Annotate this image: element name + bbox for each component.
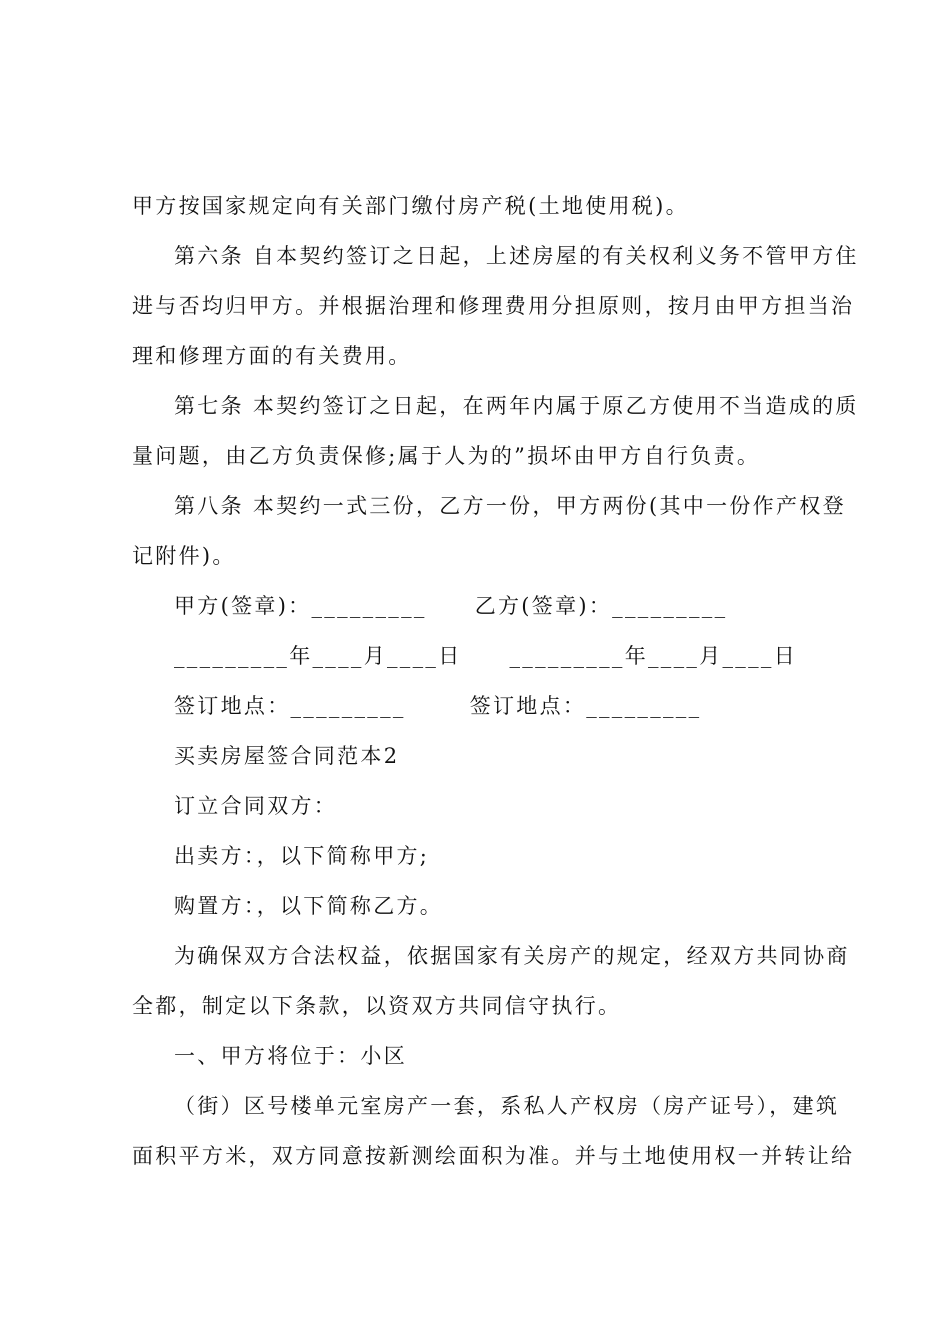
seller-line: 出卖方：，以下简称甲方; xyxy=(174,844,430,868)
paragraph-line: 进与否均归甲方。并根据治理和修理费用分担原则，按月由甲方担当治 xyxy=(132,294,855,318)
paragraph-line: 第六条 自本契约签订之日起，上述房屋的有关权利义务不管甲方住 xyxy=(174,244,859,268)
paragraph-line: 面积平方米，双方同意按新测绘面积为准。并与土地使用权一并转让给 xyxy=(132,1144,855,1168)
paragraph-line: 理和修理方面的有关费用。 xyxy=(132,344,412,368)
party-a-place: 签订地点：_________ xyxy=(174,694,406,718)
paragraph-line: 量问题，由乙方负责保修;属于人为的”损坏由甲方自行负责。 xyxy=(132,444,761,468)
date-row xyxy=(174,642,797,670)
buyer-line: 购置方：，以下简称乙方。 xyxy=(174,894,444,918)
place-row xyxy=(174,692,701,720)
paragraph-line: 甲方按国家规定向有关部门缴付房产税(土地使用税)。 xyxy=(132,194,689,218)
clause-heading: 一、甲方将位于：小区 xyxy=(174,1044,407,1068)
signature-row xyxy=(174,592,727,620)
party-b-signature: 乙方(签章)：_________ xyxy=(474,594,728,618)
section-title: 买卖房屋签合同范本2 xyxy=(174,744,400,768)
paragraph-line: 为确保双方合法权益，依据国家有关房产的规定，经双方共同协商 xyxy=(174,944,850,968)
party-b-place: 签订地点：_________ xyxy=(469,694,702,718)
paragraph-line: 记附件)。 xyxy=(132,544,236,568)
party-a-date: _________年____月____日 xyxy=(174,644,462,668)
paragraph-line: 全都，制定以下条款，以资双方共同信守执行。 xyxy=(132,994,622,1018)
paragraph-line: 第八条 本契约一式三份，乙方一份，甲方两份(其中一份作产权登 xyxy=(174,494,846,518)
paragraph-line: 第七条 本契约签订之日起，在两年内属于原乙方使用不当造成的质 xyxy=(174,394,859,418)
party-b-date: _________年____月____日 xyxy=(509,644,797,668)
parties-heading: 订立合同双方： xyxy=(174,794,338,818)
party-a-signature: 甲方(签章)：_________ xyxy=(174,594,427,618)
paragraph-line: （街）区号楼单元室房产一套，系私人产权房（房产证号），建筑 xyxy=(174,1094,840,1118)
